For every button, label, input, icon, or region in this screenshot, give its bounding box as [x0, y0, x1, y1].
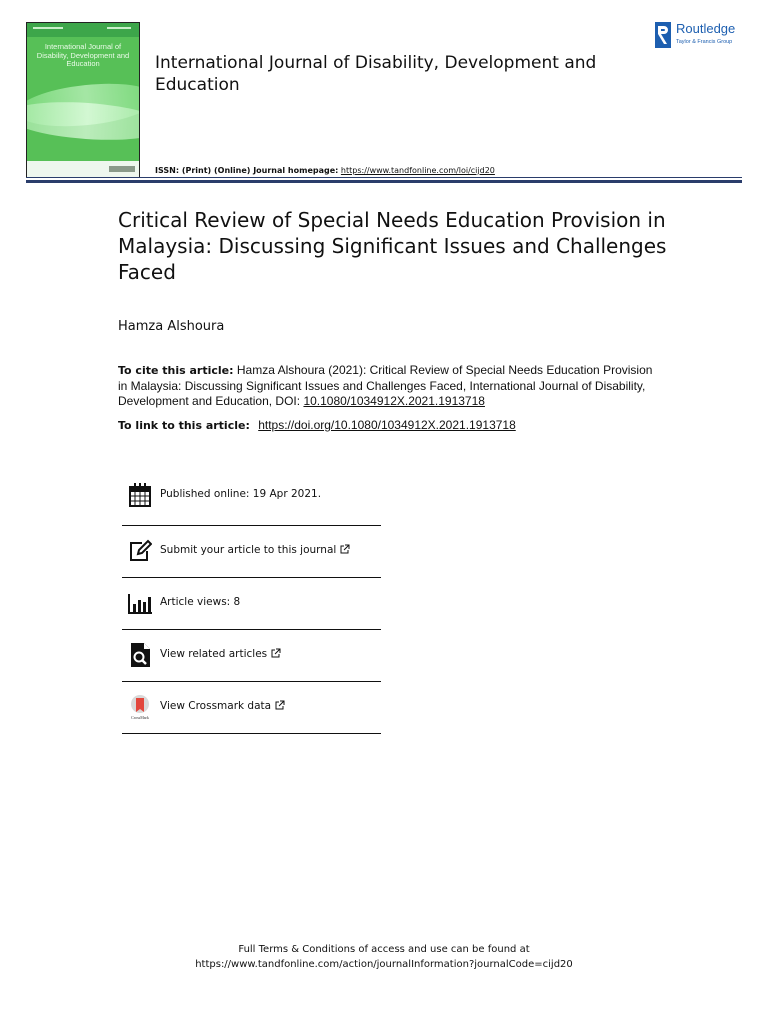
crossmark-logo-text: CrossMark [131, 715, 149, 720]
publisher-group: Taylor & Francis Group [676, 39, 733, 45]
cover-footer [27, 161, 139, 177]
page-footer [0, 942, 768, 972]
calendar-icon [128, 482, 152, 508]
document-search-icon [128, 642, 152, 668]
article-doi-url[interactable]: https://doi.org/10.1080/1034912X.2021.1913718 [258, 418, 516, 432]
submit-article-link[interactable] [160, 544, 350, 556]
cover-title: International Journal of Disability, Development and Education [36, 42, 130, 68]
header-divider [26, 180, 742, 183]
external-link-icon [271, 648, 281, 658]
article-link-block [118, 418, 516, 432]
submit-article-row[interactable] [122, 526, 381, 578]
crossmark-label: View Crossmark data [160, 700, 272, 712]
article-title: Critical Review of Special Needs Education Provision in Malaysia: Discussing Significant Issues and Challenges Faced [118, 208, 667, 284]
citation-doi-link[interactable]: 10.1080/1034912X.2021.1913718 [303, 394, 485, 408]
published-date: Published online: 19 Apr 2021. [160, 488, 322, 500]
article-link-label: To link to this article: [118, 419, 250, 432]
publisher-logo[interactable] [655, 20, 750, 50]
citation-text: Hamza Alshoura (2021): Critical Review of Special Needs Education Provision in Malaysia: Discussing Significant Issues and Challenges Faced, International Journal of Disability, Development and Education, DOI: [118, 363, 653, 408]
crossmark-icon [128, 694, 152, 720]
cover-top-strip [27, 23, 139, 37]
citation-block [118, 363, 658, 410]
external-link-icon [340, 544, 350, 554]
crossmark-row[interactable] [122, 682, 381, 734]
journal-cover-image [26, 22, 140, 178]
article-author: Hamza Alshoura [118, 319, 225, 334]
related-articles-label: View related articles [160, 648, 268, 660]
cover-publisher-logo [109, 166, 135, 172]
bar-chart-icon [128, 590, 152, 616]
submit-article-label: Submit your article to this journal [160, 544, 337, 556]
issn-line [155, 166, 495, 175]
edit-icon [128, 538, 152, 564]
related-articles-row[interactable] [122, 630, 381, 682]
header-divider-thin [26, 177, 742, 178]
published-row [122, 470, 381, 526]
related-articles-link[interactable] [160, 648, 281, 660]
article-info-list [122, 470, 381, 734]
citation-label: To cite this article: [118, 364, 234, 377]
routledge-r-icon [655, 22, 671, 48]
external-link-icon [275, 700, 285, 710]
footer-terms-text: Full Terms & Conditions of access and use can be found at [238, 944, 530, 955]
journal-title: International Journal of Disability, Development and Education [155, 53, 597, 95]
issn-label: ISSN: (Print) (Online) Journal homepage: [155, 166, 339, 175]
article-views: Article views: 8 [160, 596, 241, 608]
footer-terms-url[interactable]: https://www.tandfonline.com/action/journalInformation?journalCode=cijd20 [195, 959, 573, 970]
crossmark-link[interactable] [160, 700, 285, 712]
article-views-row [122, 578, 381, 630]
journal-homepage-link[interactable]: https://www.tandfonline.com/loi/cijd20 [340, 166, 495, 175]
publisher-name: Routledge [676, 21, 736, 36]
